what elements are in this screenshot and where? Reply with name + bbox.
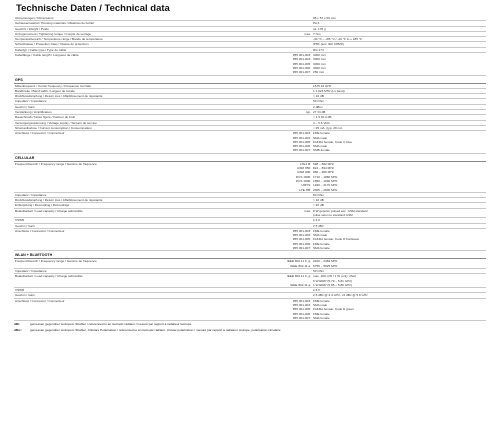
spec-row [14,131,486,153]
spec-value: -40 °C – +85 °C / -40 °F to + 185 °F [312,37,486,42]
spec-value: 2400 – 2484 MHz 5755 – 5825 MHz [312,259,486,269]
spec-label: Mittenfrequenz / Center frequency / Fréquence centrale [14,83,194,88]
spec-label: Gewinn / Gain [14,223,194,228]
spec-label: VSWR [14,288,194,293]
page-title: Technische Daten / Technical data [16,3,170,14]
spec-label: Gewicht / Weight / Poids [14,26,194,31]
spec-label: Frequenzbereich / Frequency range / Gamme de fréquence [14,259,194,269]
spec-value: FME female SMA male FAKRA female, Code E green FME female SMA female [312,298,486,320]
spec-value: ≤ 2.0 [312,218,486,223]
spec-table [14,16,486,321]
spec-label: Gewinn / Gain [14,293,194,298]
footnote [14,328,486,333]
spec-value: 3000 mm 3000 mm 3000 mm 3000 mm 250 mm [312,53,486,75]
spec-label: Gehäusematerial / Housing materials / Matériau du boîtier [14,21,194,26]
spec-row [14,259,486,269]
spec-label: Versorgungsspannung / Voltage supply / Tension de service [14,120,194,125]
footnote-text: gemessen gegenüber isotropem Strahler / referenced to an isotropic radiator / mesuré par rapport à radiateur isotrope [30,322,192,327]
footnote-mark: dBi: [14,322,21,327]
section-header [14,251,486,259]
spec-label: Gewinn / Gain [14,104,194,109]
spec-label: Rauschmaß / Noise figure / Facteur de bruit [14,115,194,120]
spec-value: max. 200 mW / 1 W (only USA) 6 W EIRP (5,79 – 5,81 GHz) 1 W EIRP (5,85 – 5,86 GHz) [312,274,486,288]
spec-value: PA 6 [312,21,486,26]
footnote-mark: dBic: [14,328,22,333]
spec-qualifier: typ. [194,110,312,115]
spec-label: Anschluss / Connector / Connecteur [14,131,194,153]
spec-value: 95 x 57 x 69 mm [312,16,486,21]
footnotes [14,322,486,333]
spec-qualifier: 955 001-003: 955 001-004: 955 001-005: 955 001-006: 955 001-007: [194,228,312,250]
spec-value: 50 Ohm [312,268,486,273]
spec-label: Frequenzbereich / Frequency range / Gamme de fréquence [14,161,194,192]
spec-label: Kabellänge / Cable length / Longueur de câble [14,53,194,75]
spec-value: ca. 178 g [312,26,486,31]
spec-qualifier: LTE1 B: GSM 850: GSM 900: DCS 1800: PCS 1900: UMTS: LTE-HB: [194,161,312,192]
spec-value: 698 – 862 MHz 824 – 894 MHz 880 – 960 MHz 1710 – 1880 MHz 1850 – 1990 MHz 1920 – 2170 MHz 2305 – 2690 MHz [312,161,486,192]
footnote [14,322,486,327]
spec-label: Entkopplung / Decoupling / Découplage [14,203,194,208]
spec-label: VSWR [14,218,194,223]
spec-label: Bandbreite / Band width / Largeur de bande [14,88,194,93]
spec-label: Anschluss / Connector / Connecteur [14,228,194,250]
spec-value: 3 – 5.5 VDC [312,120,486,125]
spec-qualifier: max. [194,208,312,218]
spec-label: Belastbarkeit / Load capacity / Charge admissible [14,208,194,218]
spec-value: 27 ±3 dB [312,110,486,115]
spec-label: Kabeltyp / Cable type / Type de câble [14,47,194,52]
spec-value: 7 Nm [312,31,486,36]
spec-row [14,228,486,250]
spec-value: > 40 dB [312,203,486,208]
spec-label: Schutzklasse / Protection class / Classe de protection [14,42,194,47]
spec-label: Verstärkung / Amplification [14,110,194,115]
spec-value: 8 W gepulst, pulsed acc. GSM standard pulsé selon le standard GSM [312,208,486,218]
spec-qualifier: IEEE 802.11 b, g: IEEE 802.11 a: [194,274,312,288]
spec-value: 2.5 dBi¹ [312,223,486,228]
spec-table-body [14,16,486,321]
spec-row [14,274,486,288]
spec-label: Temperaturbereich / Temperature range / Bande de température [14,37,194,42]
spec-value: RG 174 [312,47,486,52]
spec-label: Anzugsmoment / Tightening torque / Couple de serrage [14,31,194,36]
section-title: WLAN + BLUETOOTH [14,251,486,259]
spec-qualifier: max. [194,31,312,36]
spec-label: Impedanz / Impedance [14,99,194,104]
spec-value: > 10 dB [312,94,486,99]
spec-label: Anschluss / Connector / Connecteur [14,298,194,320]
spec-value: 50 Ohm [312,192,486,197]
spec-value: ≤ 2.0 [312,288,486,293]
spec-value: > 10 dB [312,198,486,203]
spec-row [14,208,486,218]
spec-value: 50 Ohm [312,99,486,104]
spec-row [14,53,486,75]
section-title: CELLULAR [14,153,486,161]
spec-value: FME female SMA male FAKRA female, Code D bordeaux FME female SMA female [312,228,486,250]
spec-label: Rückflussdämpfung / Return loss / Affaiblissement de réjustarité [14,198,194,203]
footnote-text: gemessen gegenüber isotropem Strahler, zirkulare Polarisation / referenced to an isotropic radiator, circular polarization / mesuré par rapport à radiateur isotrope, polarisation circulaire [30,328,281,333]
section-header [14,75,486,83]
spec-value: ± 1.023 MHz (L1 band) [312,88,486,93]
spec-qualifier: 955 001-003: 955 001-004: 955 001-005: 955 001-006: 955 001-007: [194,53,312,75]
spec-value: 1575.42 GHz [312,83,486,88]
spec-qualifier: 955 001-003: 955 001-004: 955 001-005: 955 001-006: 955 001-007: [194,131,312,153]
spec-value: FME female SMA male FAKRA female, Code C blue SMA male SMB female [312,131,486,153]
spec-label: Belastbarkeit / Load capacity / Charge admissible [14,274,194,288]
spec-value: < 25 mA, (typ. 20 mA [312,125,486,130]
spec-value: 2 dBic² [312,104,486,109]
spec-label: Impedanz / Impedance [14,268,194,273]
spec-label: Abmessungen / Dimensions [14,16,194,21]
spec-row [14,161,486,192]
spec-value: IP6K (acc. IEC 60529) [312,42,486,47]
spec-value: < 1.9 ±0.2 dB [312,115,486,120]
spec-label: Impedanz / Impedance [14,192,194,197]
section-title: GPS [14,75,486,83]
section-header [14,153,486,161]
spec-label: Rückflussdämpfung / Return loss / Affaiblissement de réjustarité [14,94,194,99]
spec-row [14,298,486,320]
spec-label: Stromaufnahme / Current consumption / Consommation [14,125,194,130]
spec-qualifier: 955 001-003: 955 001-004: 955 001-005: 955 001-006: 955 001-007: [194,298,312,320]
spec-value: 2.5 dBi¹ @ 2.4 GHz, +5 dBi¹ @ 5.8 GHz [312,293,486,298]
spec-qualifier: IEEE 802.11 b, g: IEEE 802.11 a: [194,259,312,269]
